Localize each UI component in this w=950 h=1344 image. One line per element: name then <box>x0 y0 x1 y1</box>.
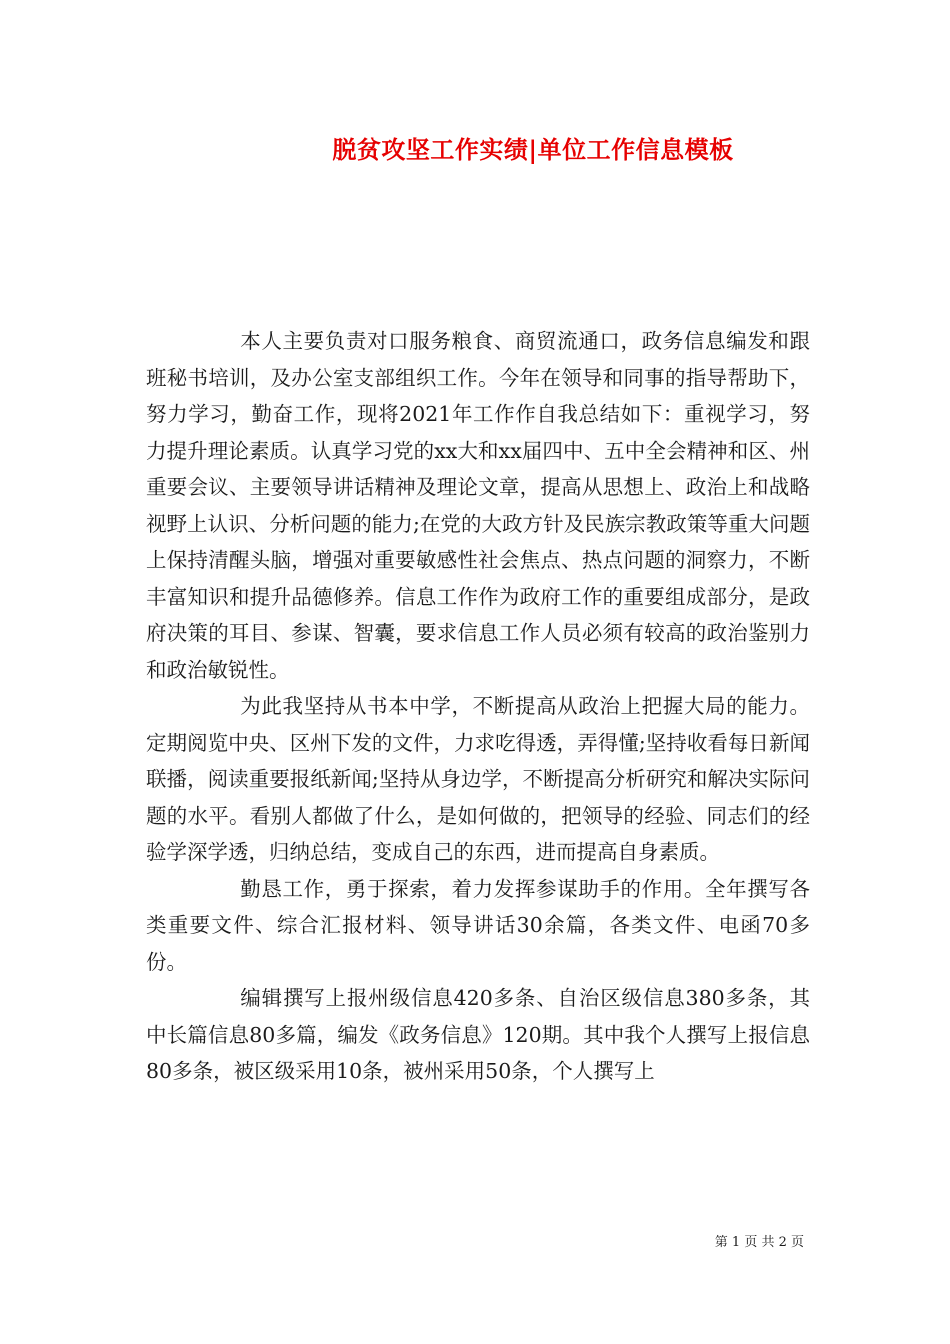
paragraph-1: 本人主要负责对口服务粮食、商贸流通口，政务信息编发和跟班秘书培训，及办公室支部组织工作。今年在领导和同事的指导帮助下，努力学习，勤奋工作，现将2021年工作作自我总结如下：重视学习，努力提升理论素质。认真学习党的xx大和xx届四中、五中全会精神和区、州重要会议、主要领导讲话精神及理论文章，提高从思想上、政治上和战略视野上认识、分析问题的能力;在党的大政方针及民族宗教政策等重大问题上保持清醒头脑，增强对重要敏感性社会焦点、热点问题的洞察力，不断丰富知识和提升品德修养。信息工作作为政府工作的重要组成部分，是政府决策的耳目、参谋、智囊，要求信息工作人员必须有较高的政治鉴别力和政治敏锐性。 <box>146 329 810 682</box>
document-title: 脱贫攻坚工作实绩|单位工作信息模板 <box>332 135 734 164</box>
paragraph-2: 为此我坚持从书本中学，不断提高从政治上把握大局的能力。定期阅览中央、区州下发的文件，力求吃得透，弄得懂;坚持收看每日新闻联播，阅读重要报纸新闻;坚持从身边学，不断提高分析研究和解决实际问题的水平。看别人都做了什么，是如何做的，把领导的经验、同志们的经验学深学透，归纳总结，变成自己的东西，进而提高自身素质。 <box>146 694 810 864</box>
paragraph-3: 勤恳工作，勇于探索，着力发挥参谋助手的作用。全年撰写各类重要文件、综合汇报材料、领导讲话30余篇，各类文件、电函70多份。 <box>146 876 810 974</box>
page-number-footer: 第 1 页 共 2 页 <box>714 1235 804 1250</box>
paragraph-4: 编辑撰写上报州级信息420多条、自治区级信息380多条，其中长篇信息80多篇，编发《政务信息》120期。其中我个人撰写上报信息80多条，被区级采用10条，被州采用50条，个人撰写上 <box>146 986 810 1083</box>
document-body <box>146 323 810 1090</box>
